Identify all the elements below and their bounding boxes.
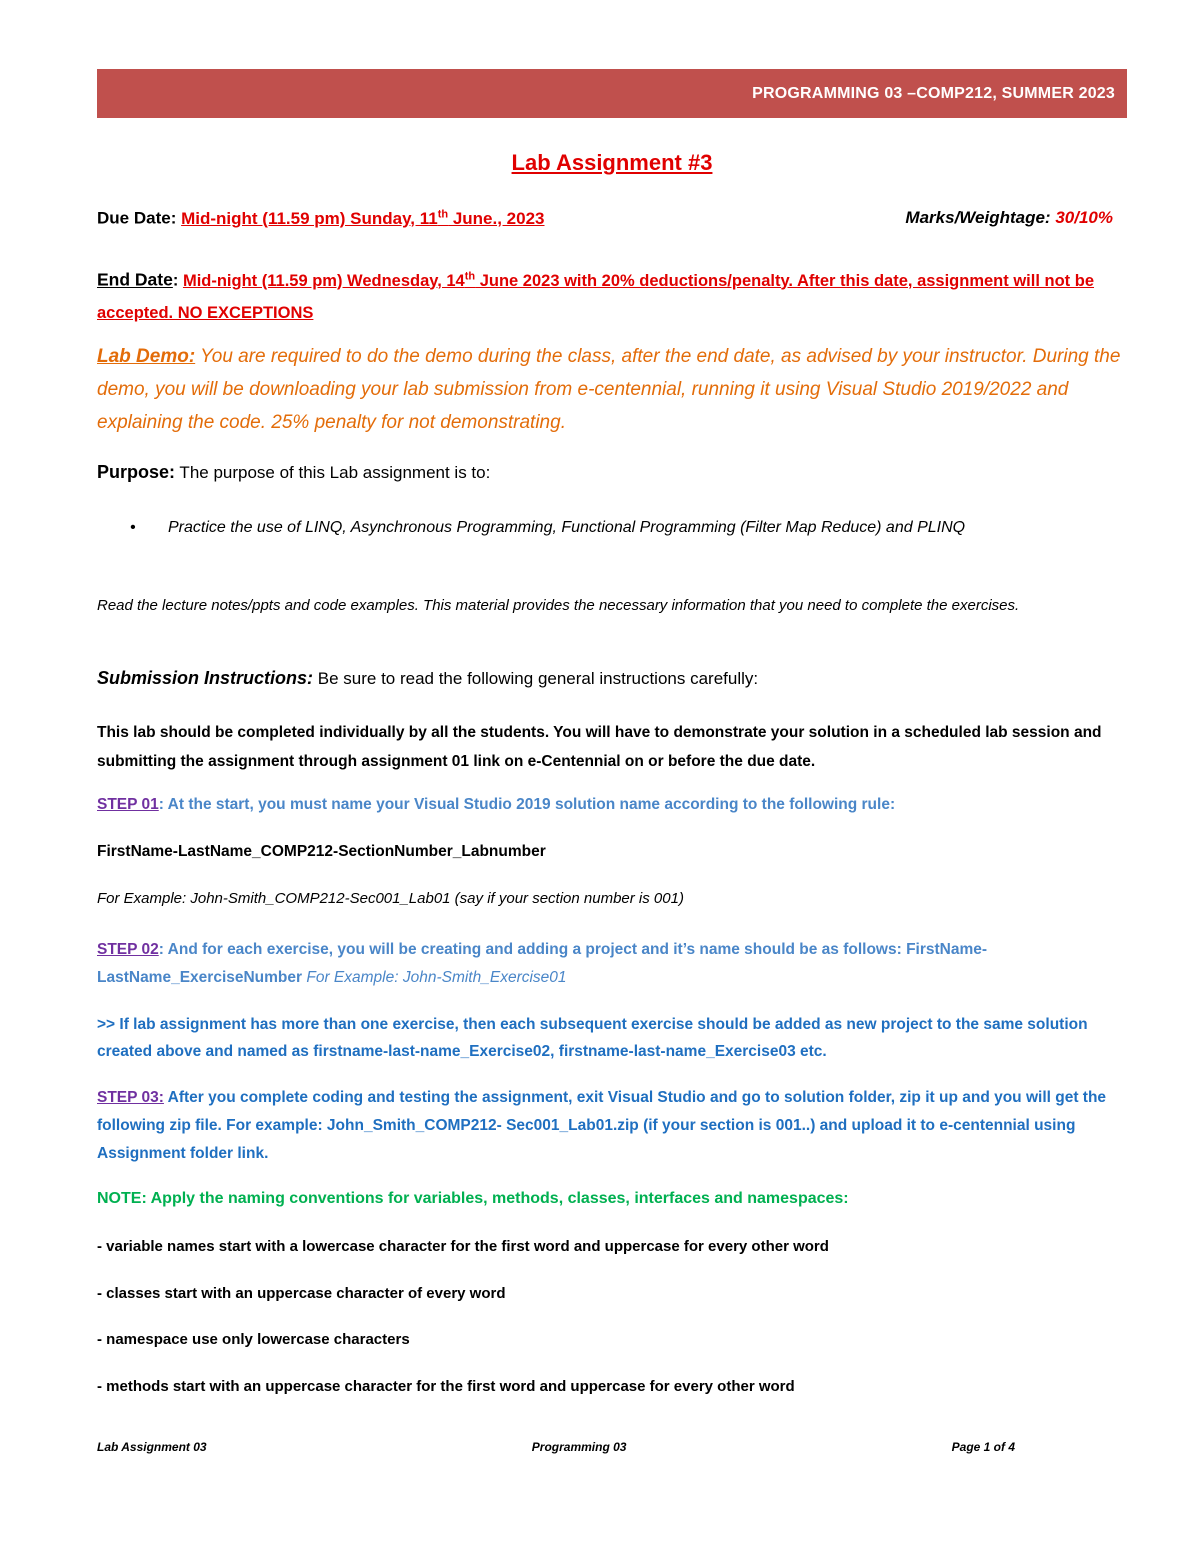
marks-weightage bbox=[905, 208, 1127, 229]
individual-note: This lab should be completed individually by all the students. You will have to demonstrate your solution in a scheduled lab session and submitting the assignment through assignment 01 link on e-Centennial on or before the due date. bbox=[97, 724, 1102, 770]
marks-label: Marks/Weightage: bbox=[905, 208, 1051, 227]
end-date-value bbox=[97, 269, 1095, 322]
page-footer bbox=[97, 1440, 1015, 1454]
due-date-label: Due Date bbox=[97, 208, 171, 228]
rule-item: - classes start with an uppercase character of every word bbox=[97, 1285, 506, 1302]
bullet-icon: • bbox=[130, 519, 136, 536]
marks-value: 30/10% bbox=[1055, 208, 1113, 227]
naming-conventions-note: NOTE: Apply the naming conventions for variables, methods, classes, interfaces and namespaces: bbox=[97, 1190, 849, 1207]
purpose-bullet-item: Practice the use of LINQ, Asynchronous Programming, Functional Programming (Filter Map Reduce) and PLINQ bbox=[168, 519, 966, 536]
submission-text: Be sure to read the following general instructions carefully: bbox=[313, 669, 759, 688]
page-title: Lab Assignment #3 bbox=[511, 150, 713, 175]
rule-item: - namespace use only lowercase characters bbox=[97, 1331, 410, 1348]
step-03-label: STEP 03: bbox=[97, 1089, 164, 1106]
step-01 bbox=[97, 796, 1127, 814]
rule-item: - methods start with an uppercase character for the first word and uppercase for every other word bbox=[97, 1378, 795, 1395]
footer-center: Programming 03 bbox=[531, 1440, 627, 1454]
multiple-exercises-note: >> If lab assignment has more than one exercise, then each subsequent exercise should be added as new project to the same solution created above and named as firstname-last-name_Exercise02, firstname-last-name_Exercise03 etc. bbox=[97, 1016, 1088, 1060]
step-02-text: : And for each exercise, you will be creating and adding a project and it’s name should be as follows: FirstName-LastName_ExerciseNumber bbox=[97, 941, 988, 986]
purpose-bullet-list bbox=[130, 512, 1090, 544]
purpose-text: The purpose of this Lab assignment is to: bbox=[175, 463, 491, 482]
end-date-sup: th bbox=[464, 270, 476, 282]
step-01-label: STEP 01 bbox=[97, 796, 159, 813]
step-02 bbox=[97, 936, 1127, 992]
step-01-text: : At the start, you must name your Visual Studio 2019 solution name according to the following rule: bbox=[158, 796, 896, 813]
rule-item: - variable names start with a lowercase character for the first word and uppercase for every other word bbox=[97, 1238, 829, 1255]
due-date-colon: : bbox=[170, 208, 177, 228]
purpose bbox=[97, 462, 1127, 483]
end-date-value-post: June 2023 with 20% deductions/penalty. After this date, assignment will not be accepted. NO EXCEPTIONS bbox=[97, 271, 1095, 322]
lab-demo-text: You are required to do the demo during the class, after the end date, as advised by your instructor. During the demo, you will be downloading your lab submission from e-centennial, running it using Visual Studio 2019/2022 and explaining the code. 25% penalty for not demonstrating. bbox=[97, 346, 1121, 433]
solution-name-format: FirstName-LastName_COMP212-SectionNumber_Labnumber bbox=[97, 843, 546, 860]
end-date-value-pre: Mid-night (11.59 pm) Wednesday, 14 bbox=[182, 271, 465, 290]
submission-instructions bbox=[97, 668, 1127, 689]
lab-demo bbox=[97, 340, 1127, 439]
due-date-sup: th bbox=[437, 208, 449, 220]
lab-demo-label: Lab Demo: bbox=[97, 346, 196, 367]
solution-name-example: For Example: John-Smith_COMP212-Sec001_Lab01 (say if your section number is 001) bbox=[97, 890, 684, 907]
step-03 bbox=[97, 1084, 1127, 1168]
purpose-label: Purpose: bbox=[97, 462, 176, 482]
due-date-value bbox=[181, 209, 544, 228]
footer-left: Lab Assignment 03 bbox=[97, 1440, 207, 1454]
step-03-text: After you complete coding and testing the assignment, exit Visual Studio and go to solution folder, zip it up and you will get the following zip file. For example: John_Smith_COMP212- Sec001_Lab01.zip (if your section is 001..) and upload it to e-centennial using Assignment folder link. bbox=[97, 1089, 1107, 1162]
due-date-value-post: June., 2023 bbox=[448, 208, 545, 228]
due-date-value-pre: Mid-night (11.59 pm) Sunday, 11 bbox=[181, 208, 438, 228]
due-date-row bbox=[97, 208, 1127, 229]
footer-page-number: Page 1 of 4 bbox=[951, 1440, 1015, 1454]
submission-label: Submission Instructions: bbox=[97, 668, 314, 688]
document-header-bar bbox=[97, 69, 1127, 118]
end-date-label: End Date bbox=[97, 269, 173, 290]
read-note: Read the lecture notes/ppts and code examples. This material provides the necessary information that you need to complete the exercises. bbox=[97, 597, 1020, 614]
end-date-colon: : bbox=[172, 271, 179, 290]
header-text: PROGRAMMING 03 –COMP212, SUMMER 2023 bbox=[752, 84, 1115, 102]
step-02-example: For Example: John-Smith_Exercise01 bbox=[302, 969, 567, 986]
step-02-label: STEP 02 bbox=[97, 941, 159, 958]
due-date bbox=[97, 208, 545, 229]
end-date bbox=[97, 260, 1127, 329]
